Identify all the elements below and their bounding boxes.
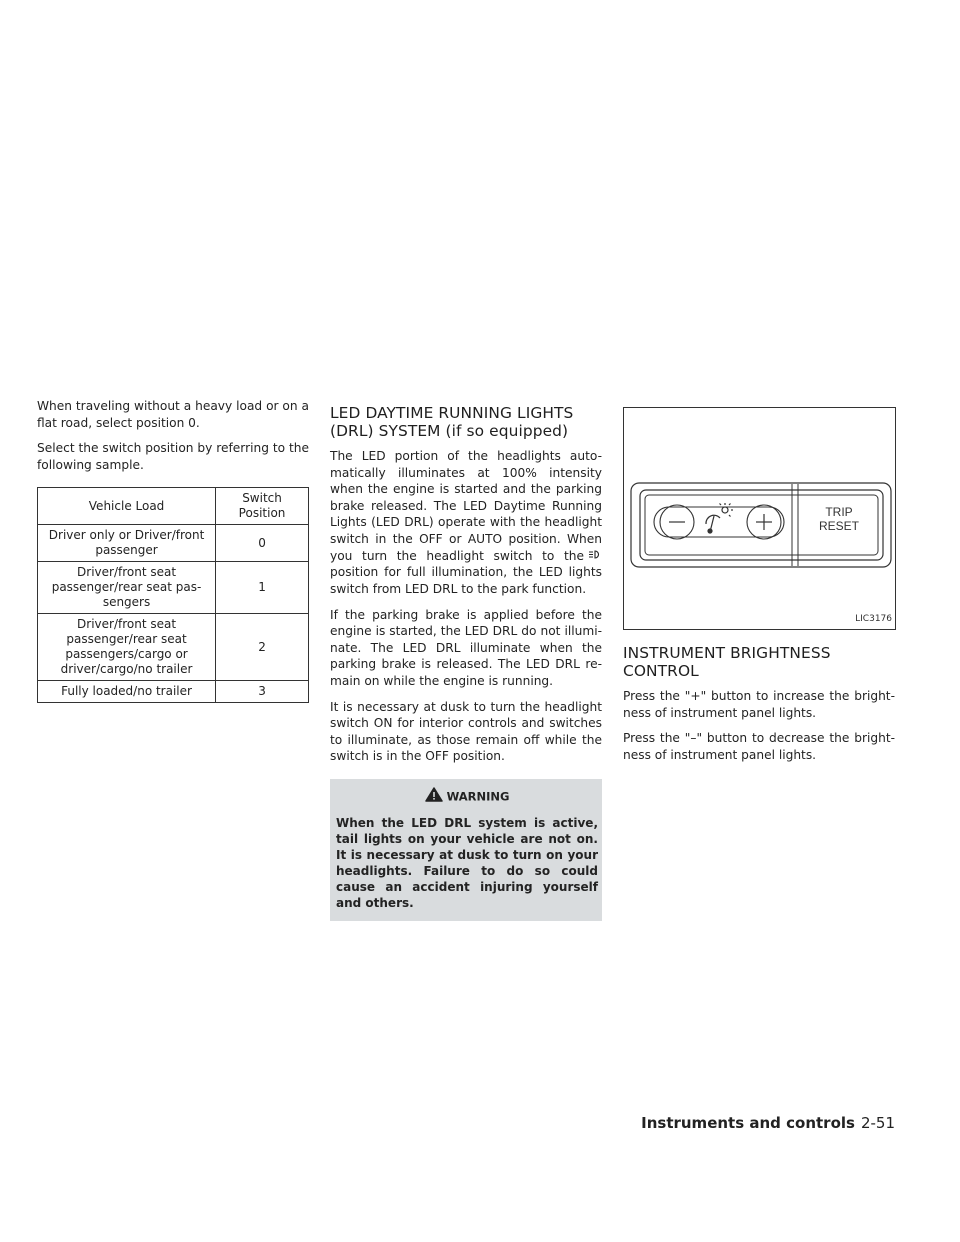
table-header-row [38,488,309,525]
brightness-paragraph-1: Press the "+" button to increase the bright-ness of instrument panel lights. [623,689,895,720]
drl-paragraph-1: The LED portion of the headlights auto-matically illuminates at 100% intensity when the engine is started and the parking brake released. The LED Daytime Running Lights (LED DRL) operate with the headlight switch in the OFF or AUTO position. When you turn the headlight switch to the position for full illumination, the LED lights switch from LED DRL to the park function. [330,449,602,596]
warning-box [330,779,602,922]
cell-load: Driver/front seat passenger/rear seat passengers/cargo or driver/cargo/no trailer [38,614,216,681]
cell-load: Driver/front seat passenger/rear seat pas-sengers [38,562,216,614]
cell-position: 2 [216,614,309,681]
page-footer [641,1114,895,1132]
cell-position: 1 [216,562,309,614]
intro-paragraph: When traveling without a heavy load or on a flat road, select position 0. [37,399,309,430]
load-position-table [37,487,309,703]
brightness-paragraph-2: Press the "–" button to decrease the bright-ness of instrument panel lights. [623,731,895,762]
cell-position: 0 [216,525,309,562]
cell-load: Driver only or Driver/front passenger [38,525,216,562]
middle-column [330,398,602,921]
warning-label: WARNING [446,789,510,804]
warning-icon [425,791,443,805]
table-row [38,525,309,562]
header-vehicle-load: Vehicle Load [38,488,216,525]
control-panel-illustration [624,408,895,629]
page-number: 2-51 [860,1114,895,1132]
table-row [38,614,309,681]
parking-light-icon [588,548,602,565]
brightness-heading: INSTRUMENT BRIGHTNESS CONTROL [623,644,831,680]
trip-label: TRIP [825,505,853,519]
header-switch-position: Switch Position [216,488,309,525]
drl-paragraph-2: If the parking brake is applied before the engine is started, the LED DRL do not illumi-nate. The LED DRL illuminate when the parking brake is released. The LED DRL re-main on while the engine is running. [330,607,602,688]
warning-header [336,787,598,807]
right-column [623,398,895,772]
table-row [38,562,309,614]
drl-paragraph-3: It is necessary at dusk to turn the headlight switch ON for interior controls and switches to illuminate, as those remain off while the switch is in the OFF position. [330,699,602,764]
cell-position: 3 [216,681,309,703]
reset-label: RESET [818,519,860,533]
instruction-paragraph: Select the switch position by referring to the following sample. [37,441,309,472]
brightness-control-figure [623,407,896,630]
cell-load: Fully loaded/no trailer [38,681,216,703]
warning-text: When the LED DRL system is active, tail lights on your vehicle are not on. It is necessary at dusk to turn on your headlights. Failure to do so could cause an accident injuring yourself and others. [336,816,598,911]
section-title: Instruments and controls [641,1114,855,1132]
figure-code: LIC3176 [855,614,892,625]
table-row [38,681,309,703]
left-column [37,398,309,703]
drl-heading: LED DAYTIME RUNNING LIGHTS (DRL) SYSTEM (if so equipped) [330,404,574,440]
